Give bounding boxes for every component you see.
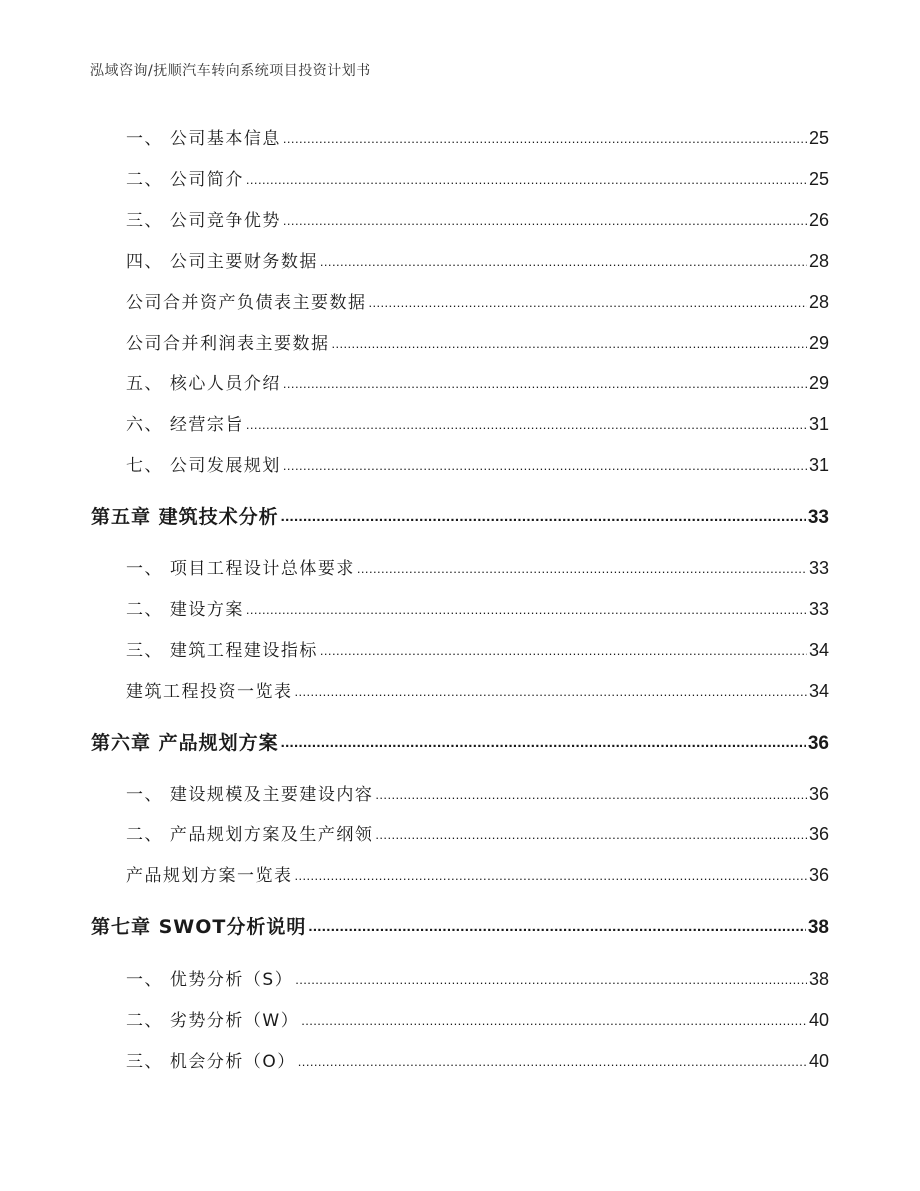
toc-leader-dots [246,168,807,185]
toc-leader-dots [320,639,807,656]
toc-entry[interactable] [126,554,829,579]
toc-entry-page: 36 [808,865,829,885]
toc-leader-dots [281,504,806,523]
toc-entry-page: 28 [808,251,829,271]
toc-chapter-entry[interactable] [91,502,829,529]
toc-entry[interactable] [126,206,829,231]
toc-entry-page: 36 [808,784,829,804]
toc-entry[interactable] [126,595,829,620]
toc-entry-title: 一、 项目工程设计总体要求 [126,559,355,579]
toc-entry-title: 一、 建设规模及主要建设内容 [126,785,374,805]
toc-entry[interactable] [126,329,829,354]
toc-entry-page: 29 [808,333,829,353]
toc-entry-title: 三、 公司竞争优势 [126,211,281,231]
toc-entry-title: 二、 建设方案 [126,600,244,620]
toc-entry-page: 26 [808,210,829,230]
toc-entry-title: 七、 公司发展规划 [126,456,281,476]
toc-entry-page: 31 [808,455,829,475]
toc-leader-dots [283,127,807,144]
toc-entry[interactable] [126,369,829,394]
toc-leader-dots [375,823,807,840]
toc-entry[interactable] [126,288,829,313]
toc-chapter-title: 第七章 SWOT分析说明 [91,916,307,938]
toc-leader-dots [301,1009,807,1026]
toc-entry-title: 公司合并资产负债表主要数据 [126,293,367,313]
toc-entry[interactable] [126,677,829,702]
toc-entry-page: 33 [808,558,829,578]
toc-entry-page: 34 [808,640,829,660]
toc-entry-title: 建筑工程投资一览表 [126,682,293,702]
toc-entry[interactable] [126,410,829,435]
toc-entry[interactable] [126,247,829,272]
toc-entry-page: 33 [807,507,829,528]
toc-entry-page: 31 [808,414,829,434]
toc-entry-title: 一、 优势分析（S） [126,970,294,990]
toc-entry-page: 38 [807,917,829,938]
toc-entry[interactable] [126,636,829,661]
toc-entry-page: 36 [807,733,829,754]
toc-entry[interactable] [126,451,829,476]
toc-entry-title: 一、 公司基本信息 [126,129,281,149]
toc-entry-title: 产品规划方案一览表 [126,866,293,886]
toc-leader-dots [332,332,807,349]
toc-chapter-entry[interactable] [91,912,829,939]
toc-entry-title: 公司合并利润表主要数据 [126,334,330,354]
toc-entry-page: 29 [808,373,829,393]
toc-entry-page: 36 [808,824,829,844]
toc-leader-dots [281,730,806,749]
toc-leader-dots [246,598,807,615]
toc-entry-page: 25 [808,169,829,189]
toc-leader-dots [295,968,807,985]
toc-entry[interactable] [126,1047,829,1072]
toc-entry-page: 28 [808,292,829,312]
toc-leader-dots [283,372,807,389]
toc-entry[interactable] [126,861,829,886]
toc-entry[interactable] [126,965,829,990]
toc-entry-title: 六、 经营宗旨 [126,415,244,435]
toc-entry-title: 四、 公司主要财务数据 [126,252,318,272]
toc-leader-dots [308,914,805,933]
toc-entry-title: 二、 公司简介 [126,170,244,190]
toc-leader-dots [320,250,807,267]
toc-entry-title: 三、 建筑工程建设指标 [126,641,318,661]
toc-leader-dots [375,783,807,800]
toc-leader-dots [298,1050,807,1067]
toc-entry-title: 二、 劣势分析（W） [126,1011,300,1031]
toc-entry-page: 34 [808,681,829,701]
toc-entry-page: 33 [808,599,829,619]
toc-leader-dots [283,454,807,471]
toc-entry-title: 二、 产品规划方案及生产纲领 [126,825,374,845]
toc-entry-title: 三、 机会分析（O） [126,1052,296,1072]
toc-leader-dots [295,680,807,697]
toc-entry[interactable] [126,165,829,190]
toc-chapter-entry[interactable] [91,728,829,755]
toc-entry[interactable] [126,820,829,845]
toc-chapter-title: 第五章 建筑技术分析 [91,506,279,528]
toc-entry[interactable] [126,780,829,805]
toc-leader-dots [357,557,807,574]
toc-leader-dots [295,864,807,881]
toc-entry-page: 40 [808,1010,829,1030]
toc-entry[interactable] [126,124,829,149]
toc-entry[interactable] [126,1006,829,1031]
toc-leader-dots [369,291,807,308]
toc-chapter-title: 第六章 产品规划方案 [91,732,279,754]
toc-entry-page: 38 [808,969,829,989]
toc-leader-dots [246,413,807,430]
toc-entry-page: 40 [808,1051,829,1071]
page-header: 泓域咨询/抚顺汽车转向系统项目投资计划书 [90,63,371,79]
toc-leader-dots [283,209,807,226]
toc-entry-page: 25 [808,128,829,148]
toc-entry-title: 五、 核心人员介绍 [126,374,281,394]
